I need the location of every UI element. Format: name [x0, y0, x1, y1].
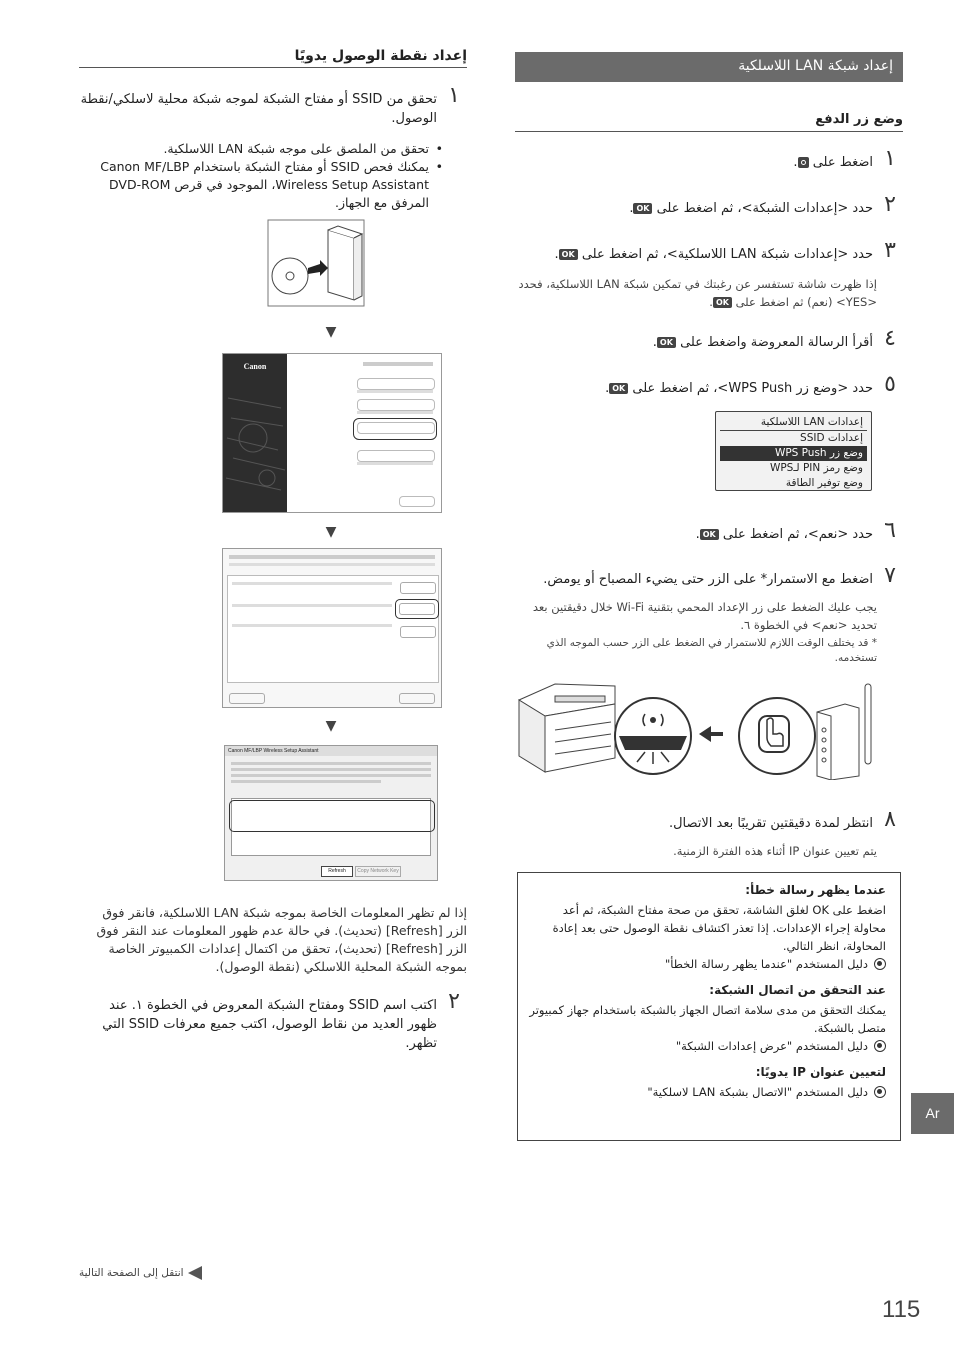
right-step-5: ٥ حدد <وضع زر WPS Push>، ثم اضغط على OK. — [515, 379, 903, 398]
ok-key-icon: OK — [609, 383, 628, 394]
page-number: 115 — [882, 1296, 921, 1323]
step-text: اضغط مع الاستمرار* على الزر حتى يضيء المصباح أو يومض. — [543, 572, 873, 587]
step-number: ٢ — [448, 989, 460, 1014]
highlighted-list — [229, 800, 435, 832]
step-text: انتظر لمدة دقيقتين تقريبًا بعد الاتصال. — [668, 816, 873, 831]
step-text: حدد <نعم>، ثم اضغط على — [722, 527, 873, 542]
info-link-ip[interactable]: دليل المستخدم "الاتصال بشبكة LAN لاسلكية" — [528, 1083, 886, 1101]
step-number: ١ — [884, 146, 896, 171]
next-page-link[interactable]: انتقل إلى الصفحة التالية — [79, 1266, 202, 1280]
reference-arrow-icon — [874, 958, 886, 970]
installer-menu-screenshot — [222, 353, 442, 513]
info-box — [517, 872, 901, 1141]
reference-arrow-icon — [874, 1086, 886, 1098]
step-text: تحقق من SSID أو مفتاح الشبكة لموجه شبكة محلية لاسلكي/نقطة الوصول. — [80, 92, 437, 126]
menu-key-icon — [798, 157, 809, 168]
info-link-check[interactable]: دليل المستخدم "عرض إعدادات الشبكة" — [528, 1037, 886, 1055]
step-8-note: يتم تعيين عنوان IP أثناء هذه الفترة الزمنية. — [673, 844, 877, 858]
dvd-insert-illustration — [266, 218, 366, 308]
right-step-4: ٤ أقرأ الرسالة المعروضة واضغط على OK. — [515, 333, 903, 352]
ok-key-icon: OK — [559, 249, 578, 260]
step-text: اكتب اسم SSID ومفتاح الشبكة المعروض في الخطوة ١. عند ظهور العديد من نقاط الوصول، اكتب جميع معرفات SSID التي تظهر. — [102, 998, 437, 1051]
ok-key-icon: OK — [700, 529, 719, 540]
step-number: ٨ — [884, 807, 896, 832]
refresh-note: إذا لم تظهر المعلومات الخاصة بموجه شبكة LAN اللاسلكية، فانقر فوق الزر [Refresh] (تحديث). في حالة عدم ظهور المعلومات عند النقر فوق الزر [Refresh] (تحديث)، تحقق من اكتمال إعدادات الكمبيوتر الخاصة بموجه الشبكة المحلية اللاسلكي (نقطة الوصول). — [96, 905, 467, 974]
step-7-footnote: * قد يختلف الوقت اللازم للاستمرار في الضغط على الزر حسب الموجه الذي تستخدمه. — [546, 637, 877, 664]
step-3-note: إذا ظهرت شاشة تستفسر عن رغبتك في تمكين شبكة LAN اللاسلكية، فحدد <YES> (نعم) ثم اضغط على OK. — [518, 277, 877, 309]
application-select-screenshot — [222, 548, 442, 708]
lcd-item-power-save[interactable]: وضع توفير الطاقة — [785, 477, 863, 489]
info-title-check: عند التحقق من اتصال الشبكة: — [709, 983, 886, 997]
lcd-menu-panel — [715, 411, 872, 491]
step-text: اضغط على — [812, 155, 873, 170]
info-link-error[interactable]: دليل المستخدم "عندما يظهر رسالة الخطأ" — [528, 955, 886, 973]
step-number: ٧ — [884, 563, 896, 588]
step-text: حدد <وضع زر WPS Push>، ثم اضغط على — [632, 381, 873, 396]
ok-key-icon: OK — [713, 297, 732, 308]
info-body-check: يمكنك التحقق من مدى سلامة اتصال الجهاز بالشبكة باستخدام جهاز كمبيوتر متصل بالشبكة. — [529, 1003, 886, 1035]
step-text: حدد <إعدادات شبكة LAN اللاسلكية>، ثم اضغط على — [581, 247, 873, 262]
wps-button-illustration — [515, 680, 875, 780]
left-step-1-bullets — [79, 140, 445, 212]
lcd-item-wps-push[interactable]: وضع زر WPS Push — [720, 446, 867, 461]
canon-logo: Canon — [243, 362, 267, 371]
right-step-6: ٦ حدد <نعم>، ثم اضغط على OK. — [515, 525, 903, 544]
language-tab: Ar — [911, 1093, 954, 1134]
step-number: ٥ — [884, 372, 896, 397]
info-body-error: اضغط على OK لغلق الشاشة، تحقق من صحة مفتاح الشبكة، ثم أعد محاولة إجراء الإعدادات. إذا تعذر اكتشاف نقطة الوصول حتى بعد إعادة المحاولة، انظر التالي. — [552, 903, 886, 953]
refresh-button[interactable]: Refresh — [321, 866, 353, 877]
right-step-1: ١ اضغط على . — [515, 153, 903, 172]
lcd-item-ssid[interactable]: إعدادات SSID — [800, 432, 863, 444]
right-step-8 — [515, 807, 903, 833]
section-heading-manual-setup: إعداد نقطة الوصول يدويًا — [79, 48, 467, 68]
step-text: حدد <إعدادات الشبكة>، ثم اضغط على — [656, 201, 873, 216]
left-step-2 — [79, 989, 467, 1053]
ok-key-icon: OK — [633, 203, 652, 214]
step-number: ٣ — [884, 238, 896, 263]
bullet-item: • تحقق من الملصق على موجه شبكة LAN اللاسلكية. — [79, 140, 445, 158]
installer-side-panel — [223, 354, 287, 512]
right-step-3: ٣ حدد <إعدادات شبكة LAN اللاسلكية>، ثم اضغط على OK. — [515, 245, 903, 264]
step-text: أقرأ الرسالة المعروضة واضغط على — [680, 335, 873, 350]
down-arrow-icon: ▼ — [325, 718, 337, 734]
lcd-item-wps-pin[interactable]: وضع رمز PIN لـWPS — [769, 462, 863, 474]
bullet-item: • يمكنك فحص SSID أو مفتاح الشبكة باستخدام Canon MF/LBP Wireless Setup Assistant، الموجود في قرص DVD-ROM المرفق مع الجهاز. — [79, 158, 445, 212]
down-arrow-icon: ▼ — [325, 524, 337, 540]
right-step-7 — [515, 563, 903, 589]
ok-key-icon: OK — [657, 337, 676, 348]
info-title-error: عندما يظهر رسالة خطأ: — [745, 883, 886, 897]
section-heading-wireless-lan: إعداد شبكة LAN اللاسلكية — [515, 52, 903, 82]
info-title-ip: لتعيين عنوان IP يدويًا: — [755, 1065, 886, 1079]
step-number: ٦ — [884, 518, 896, 543]
step-number: ٤ — [884, 326, 896, 351]
step-number: ٢ — [884, 192, 896, 217]
left-arrow-icon — [188, 1266, 202, 1280]
reference-arrow-icon — [874, 1040, 886, 1052]
left-step-1 — [79, 83, 467, 128]
step-7-note: يجب عليك الضغط على زر الإعداد المحمي بتقنية Wi-Fi خلال دقيقتين بعد تحديد <نعم> في الخطوة ٦. — [532, 600, 877, 632]
lcd-title: إعدادات LAN اللاسلكية — [720, 415, 867, 431]
down-arrow-icon: ▼ — [325, 324, 337, 340]
assistant-title: Canon MF/LBP Wireless Setup Assistant — [225, 746, 438, 756]
copy-network-key-button[interactable]: Copy Network Key — [355, 866, 401, 877]
wireless-setup-assistant-screenshot — [224, 745, 438, 881]
subheading-push-button-mode: وضع زر الدفع — [515, 112, 903, 132]
right-step-2: ٢ حدد <إعدادات الشبكة>، ثم اضغط على OK. — [515, 199, 903, 218]
step-number: ١ — [448, 83, 460, 108]
